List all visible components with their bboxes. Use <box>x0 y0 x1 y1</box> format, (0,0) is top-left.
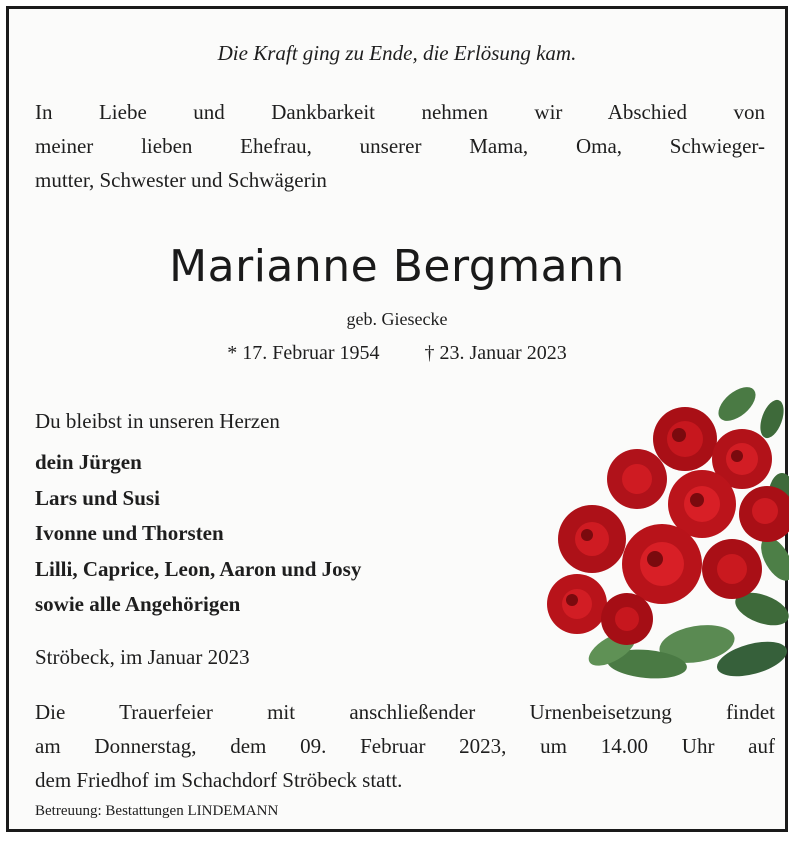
notice-line: am Donnerstag, dem 09. Februar 2023, um 14.00 Uhr auf <box>35 734 775 758</box>
funeral-notice <box>35 695 775 797</box>
intro-line: meiner lieben Ehefrau, unserer Mama, Oma, Schwieger- <box>35 134 765 158</box>
death-date: † 23. Januar 2023 <box>424 342 567 364</box>
intro-line: mutter, Schwester und Schwägerin <box>35 168 327 192</box>
intro-line: In Liebe und Dankbarkeit nehmen wir Abschied von <box>35 100 765 124</box>
birth-name: geb. Giesecke <box>346 309 448 329</box>
notice-line: Die Trauerfeier mit anschließender Urnenbeisetzung findet <box>35 700 775 724</box>
place-date: Ströbeck, im Januar 2023 <box>35 645 250 669</box>
undertaker-credit: Betreuung: Bestattungen LINDEMANN <box>35 803 279 819</box>
mourner-entry: Lars und Susi <box>35 485 160 510</box>
mourner-entry: sowie alle Angehörigen <box>35 592 241 616</box>
mourner-entry: dein Jürgen <box>35 450 142 474</box>
motto-text: Die Kraft ging zu Ende, die Erlösung kam. <box>217 41 577 65</box>
notice-line: dem Friedhof im Schachdorf Ströbeck statt. <box>35 768 403 792</box>
obituary-notice <box>6 6 788 832</box>
birth-date: * 17. Februar 1954 <box>227 342 380 364</box>
life-dates <box>9 342 785 365</box>
intro-paragraph <box>35 95 765 197</box>
mourners-list <box>35 445 361 623</box>
deceased-name: Marianne Bergmann <box>169 241 625 292</box>
farewell-text: Du bleibst in unseren Herzen <box>35 409 280 433</box>
mourner-entry: Lilli, Caprice, Leon, Aaron und Josy <box>35 556 362 581</box>
mourner-entry: Ivonne und Thorsten <box>35 521 224 545</box>
roses-bouquet-image <box>537 379 789 679</box>
